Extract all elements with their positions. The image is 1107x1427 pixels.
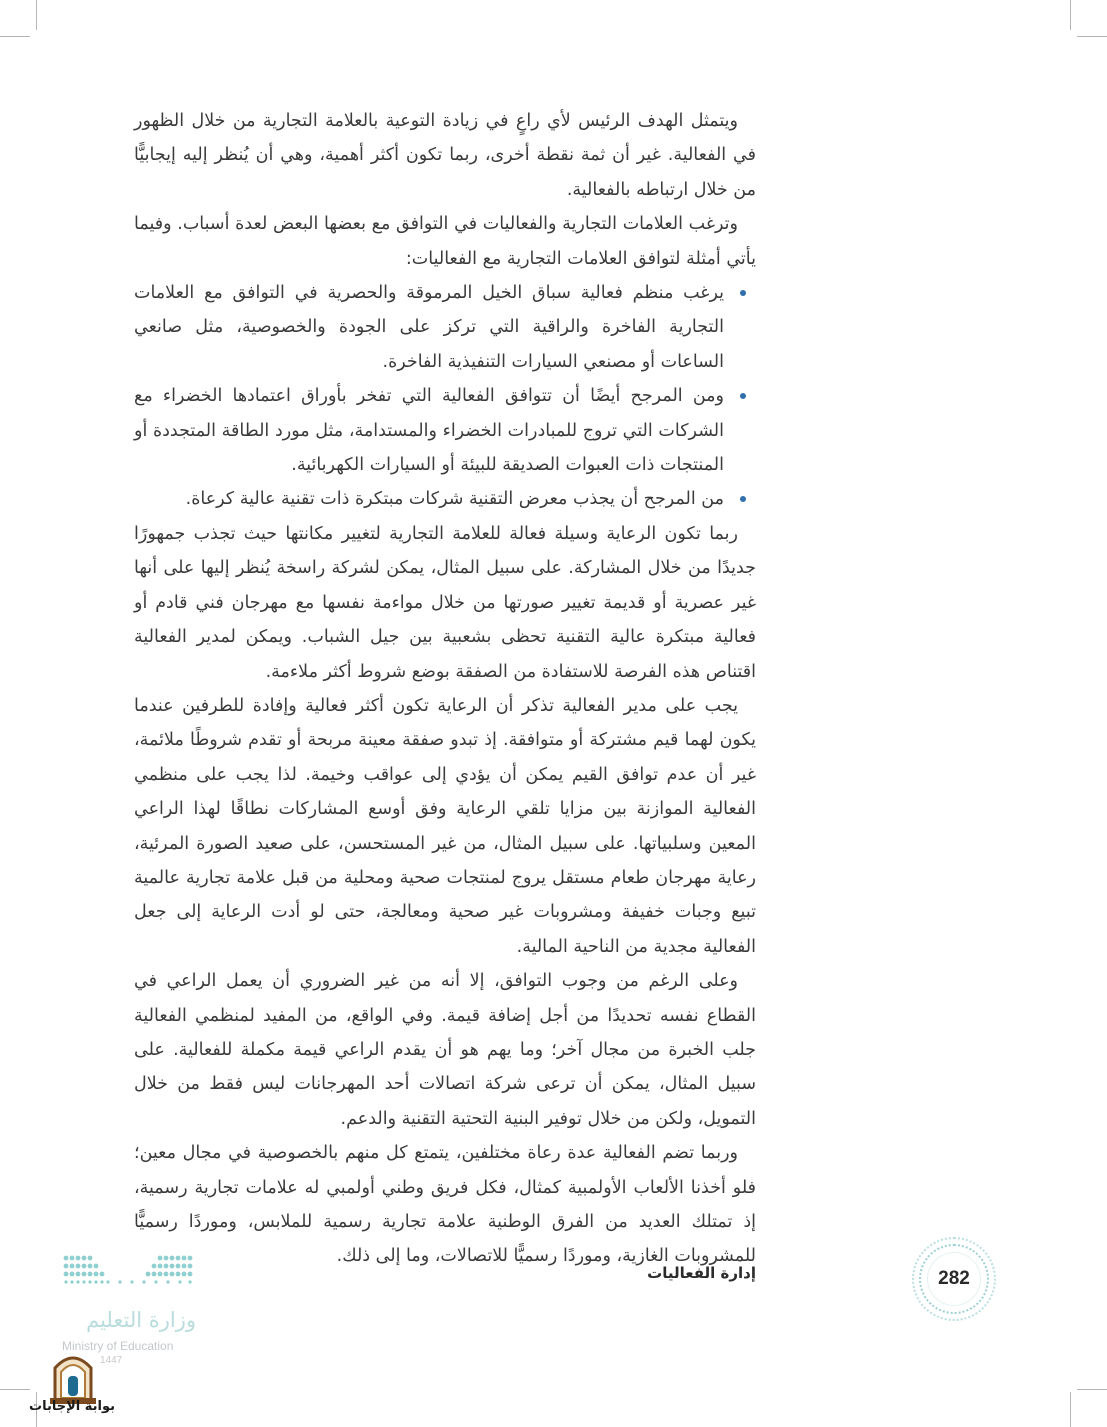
logo-dot — [164, 1256, 169, 1261]
bullet-dot-icon — [740, 496, 746, 502]
page-number-badge — [912, 1237, 996, 1321]
logo-dot — [118, 1280, 121, 1283]
logo-dot — [64, 1256, 69, 1261]
logo-dot — [70, 1264, 75, 1269]
crop-mark-top-right-h — [1077, 36, 1107, 37]
logo-dot — [106, 1280, 109, 1283]
logo-dot — [170, 1272, 175, 1277]
logo-dot — [76, 1280, 79, 1283]
logo-dot — [88, 1272, 93, 1277]
ministry-name-arabic: وزارة التعليم — [86, 1308, 196, 1332]
logo-dot — [94, 1280, 97, 1283]
logo-dot — [176, 1256, 181, 1261]
crop-mark-top-right-v — [1070, 0, 1071, 30]
logo-dot — [100, 1280, 103, 1283]
logo-dot — [164, 1264, 169, 1269]
list-item — [134, 276, 724, 379]
logo-dot — [94, 1272, 99, 1277]
logo-dot — [88, 1280, 91, 1283]
ministry-year: 1447 — [100, 1355, 123, 1366]
paragraph-6: وربما تضم الفعالية عدة رعاة مختلفين، يتمتع كل منهم بالخصوصية في مجال معين؛ فلو أخذنا الألعاب الأولمبية كمثال، فكل فريق وطني أولمبي له علامات تجارية رسمية، إذ تمتلك العديد من الفرق الوطنية علامة تجارية رسمية للملابس، وموردًا رسميًّا للمشروبات الغازية، وموردًا رسميًّا للاتصالات، وما إلى ذلك. — [134, 1143, 756, 1267]
logo-dot — [64, 1280, 67, 1283]
body-text — [134, 104, 756, 1274]
logo-dot — [182, 1264, 187, 1269]
logo-dot — [88, 1264, 93, 1269]
logo-dot — [70, 1280, 73, 1283]
list-item-text: يرغب منظم فعالية سباق الخيل المرموقة والحصرية في التوافق مع العلامات التجارية الفاخرة والراقية التي تركز على الجودة والخصوصية، مثل صانعي الساعات أو مصنعي السيارات التنفيذية الفاخرة. — [134, 283, 724, 372]
logo-dot — [146, 1272, 151, 1277]
ministry-name-english: Ministry of Education — [62, 1339, 174, 1353]
logo-dot — [154, 1280, 157, 1283]
examples-list — [134, 276, 756, 517]
paragraph-4: يجب على مدير الفعالية تذكر أن الرعاية تكون أكثر فعالية وإفادة للطرفين عندما يكون لهما قيم مشتركة أو متوافقة. إذ تبدو صفقة معينة مربحة أو تقدم شروطًا ملائمة، غير أن عدم توافق القيم يمكن أن يؤدي إلى عواقب وخيمة. لذا يجب على منظمي الفعالية الموازنة بين مزايا تلقي الرعاية وفق أوسع المشاركات نطاقًا لهذا الراعي المعين وسلبياتها. على سبيل المثال، من غير المستحسن، على صعيد الصورة المرئية، رعاية مهرجان طعام مستقل يروج لمنتجات صحية ومحلية من قبل علامة تجارية عالمية تبيع وجبات خفيفة ومشروبات غير صحية ومعالجة، حتى لو أدت الرعاية إلى جعل الفعالية مجدية من الناحية المالية. — [134, 695, 756, 957]
logo-dot — [188, 1272, 193, 1277]
logo-dot — [188, 1280, 191, 1283]
logo-dot — [76, 1256, 81, 1261]
gateway-lantern-icon — [28, 1346, 118, 1427]
logo-dot — [182, 1272, 187, 1277]
logo-dot — [76, 1272, 81, 1277]
crop-mark-bottom-left-h — [0, 1389, 30, 1390]
logo-dot — [88, 1256, 93, 1261]
gateway-label: بوابة الإجابات — [29, 1399, 115, 1414]
logo-dot — [176, 1272, 181, 1277]
paragraph-3: ربما تكون الرعاية وسيلة فعالة للعلامة التجارية لتغيير مكانتها حيث تجذب جمهورًا جديدًا من خلال المشاركة. على سبيل المثال، يمكن لشركة راسخة يُنظر إليها على أنها غير عصرية أو قديمة تغيير صورتها من خلال مواءمة نفسها مع مهرجان فني قادم أو فعالية مبتكرة عالية التقنية تحظى بشعبية بين جيل الشباب. ويمكن لمدير الفعالية اقتناص هذه الفرصة للاستفادة من الصفقة بوضع شروط أكثر ملاءمة. — [134, 523, 756, 682]
logo-dot — [188, 1256, 193, 1261]
logo-dot — [76, 1264, 81, 1269]
crop-mark-top-left-h — [0, 36, 30, 37]
logo-dot — [170, 1264, 175, 1269]
logo-dot — [82, 1264, 87, 1269]
logo-dot — [166, 1280, 169, 1283]
logo-dot — [82, 1280, 85, 1283]
logo-dot — [152, 1264, 157, 1269]
paragraph-5: وعلى الرغم من وجوب التوافق، إلا أنه من غير الضروري أن يعمل الراعي في القطاع نفسه تحديدًا من أجل إضافة قيمة. وفي الواقع، من المفيد لمنظمي الفعالية جلب الخبرة من مجال آخر؛ وما يهم هو أن يقدم الراعي قيمة مكملة للفعالية. على سبيل المثال، يمكن أن ترعى شركة اتصالات أحد المهرجانات ليس فقط من خلال التمويل، ولكن من خلال توفير البنية التحتية التقنية والدعم. — [134, 971, 756, 1129]
logo-dot — [94, 1264, 99, 1269]
logo-dot — [70, 1272, 75, 1277]
logo-dot — [82, 1272, 87, 1277]
logo-dot — [176, 1264, 181, 1269]
page-number: 282 — [938, 1268, 970, 1289]
logo-dot — [142, 1280, 145, 1283]
paragraph-2: وترغب العلامات التجارية والفعاليات في التوافق مع بعضها البعض لعدة أسباب. وفيما يأتي أمثلة لتوافق العلامات التجارية مع الفعاليات: — [134, 214, 756, 269]
logo-dot — [158, 1264, 163, 1269]
crop-mark-bottom-right-h — [1077, 1389, 1107, 1390]
paragraph-1: ويتمثل الهدف الرئيس لأي راعٍ في زيادة التوعية بالعلامة التجارية من خلال الظهور في الفعالية. غير أن ثمة نقطة أخرى، ربما تكون أكثر أهمية، وهي أن يُنظر إليه إيجابيًّا من خلال ارتباطه بالفعالية. — [134, 111, 756, 200]
crop-mark-top-left-v — [36, 0, 37, 30]
list-item — [134, 379, 724, 482]
logo-dot — [178, 1280, 181, 1283]
list-item-text: ومن المرجح أيضًا أن تتوافق الفعالية التي تفخر بأوراق اعتمادها الخضراء مع الشركات التي تروج للمبادرات الخضراء والمستدامة، مثل مورد الطاقة المتجددة أو المنتجات ذات العبوات الصديقة للبيئة أو السيارات الكهربائية. — [134, 386, 724, 476]
logo-dot — [170, 1256, 175, 1261]
list-item — [134, 482, 724, 516]
logo-dot — [164, 1272, 169, 1277]
logo-dot — [182, 1256, 187, 1261]
logo-dot — [70, 1256, 75, 1261]
list-item-text: من المرجح أن يجذب معرض التقنية شركات مبتكرة ذات تقنية عالية كرعاة. — [185, 489, 724, 510]
logo-dot — [152, 1272, 157, 1277]
bullet-dot-icon — [740, 393, 746, 399]
logo-dot — [64, 1272, 69, 1277]
bullet-dot-icon — [740, 290, 746, 296]
crop-mark-bottom-right-v — [1070, 1392, 1071, 1427]
logo-dot — [64, 1264, 69, 1269]
logo-dot — [158, 1256, 163, 1261]
logo-dot — [158, 1272, 163, 1277]
chapter-title: إدارة الفعاليات — [647, 1264, 756, 1282]
logo-dot — [130, 1280, 133, 1283]
logo-dot — [188, 1264, 193, 1269]
logo-dot — [100, 1272, 105, 1277]
logo-dot — [82, 1256, 87, 1261]
